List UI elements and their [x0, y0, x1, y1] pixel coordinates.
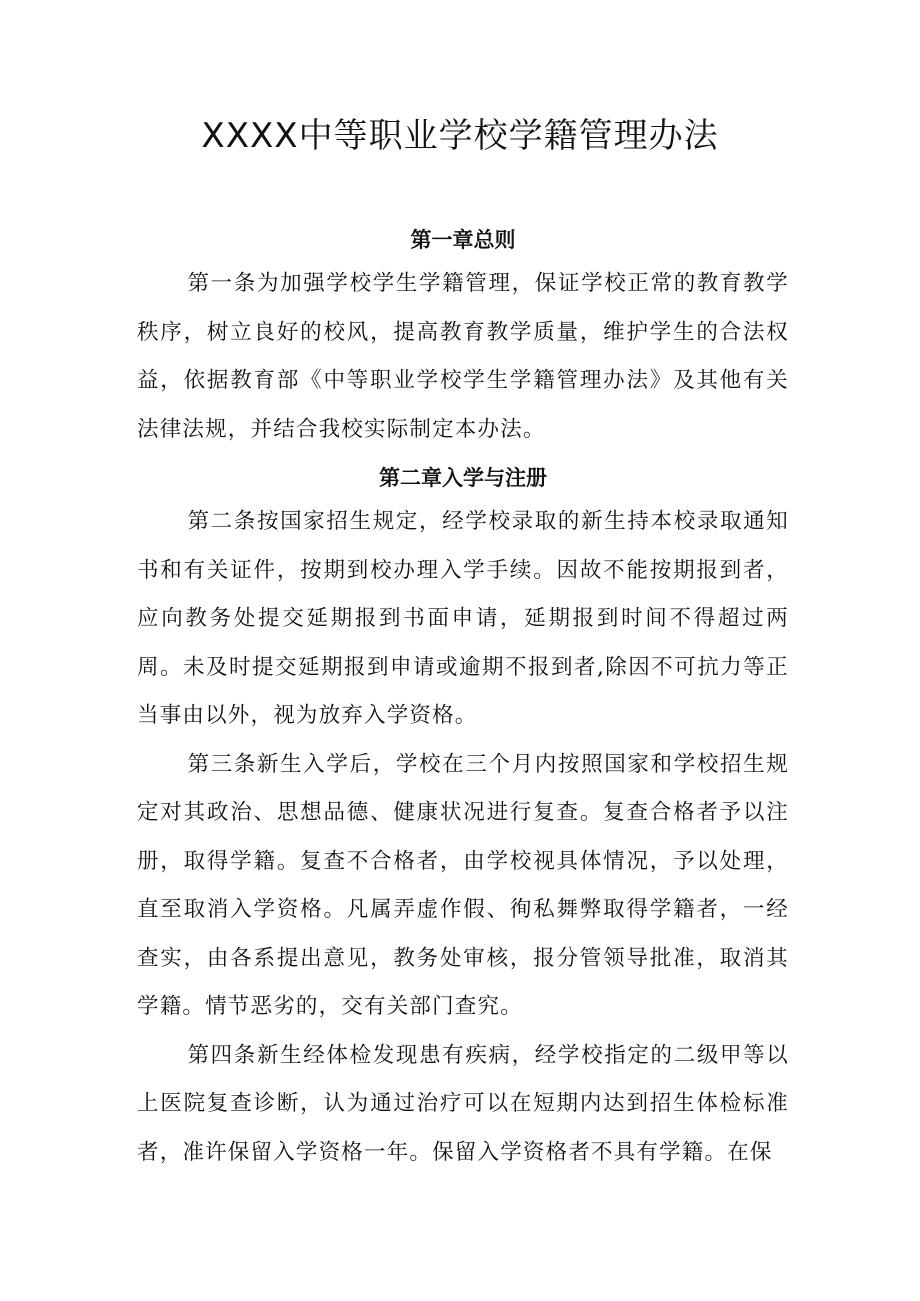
article-paragraph: 第二条按国家招生规定，经学校录取的新生持本校录取通知书和有关证件，按期到校办理入学手续。因故不能按期报到者，应向教务处提交延期报到书面申请，延期报到时间不得超过两周。未及时提交延期报到申请或逾期不报到者,除因不可抗力等正当事由以外，视为放弃入学资格。 [137, 509, 789, 728]
article-paragraph: 第一条为加强学校学生学籍管理，保证学校正常的教育教学秩序，树立良好的校风，提高教育教学质量，维护学生的合法权益，依据教育部《中等职业学校学生学籍管理办法》及其他有关法律法规，并结合我校实际制定本办法。 [137, 271, 789, 442]
chapter-heading: 第一章总则 [410, 228, 516, 252]
chapter-heading: 第二章入学与注册 [379, 466, 547, 490]
article-paragraph: 第四条新生经体检发现患有疾病，经学校指定的二级甲等以上医院复查诊断，认为通过治疗可以在短期内达到招生体检标准者，准许保留入学资格一年。保留入学资格者不具有学籍。在保 [137, 1042, 789, 1165]
document-title: XXXX中等职业学校学籍管理办法 [201, 116, 719, 156]
article-paragraph: 第三条新生入学后，学校在三个月内按照国家和学校招生规定对其政治、思想品德、健康状况进行复查。复查合格者予以注册，取得学籍。复查不合格者，由学校视具体情况，予以处理，直至取消入学资格。凡属弄虚作假、徇私舞弊取得学籍者，一经查实，由各系提出意见，教务处审核，报分管领导批准，取消其学籍。情节恶劣的，交有关部门查究。 [137, 751, 789, 1019]
document-body [137, 220, 789, 1177]
